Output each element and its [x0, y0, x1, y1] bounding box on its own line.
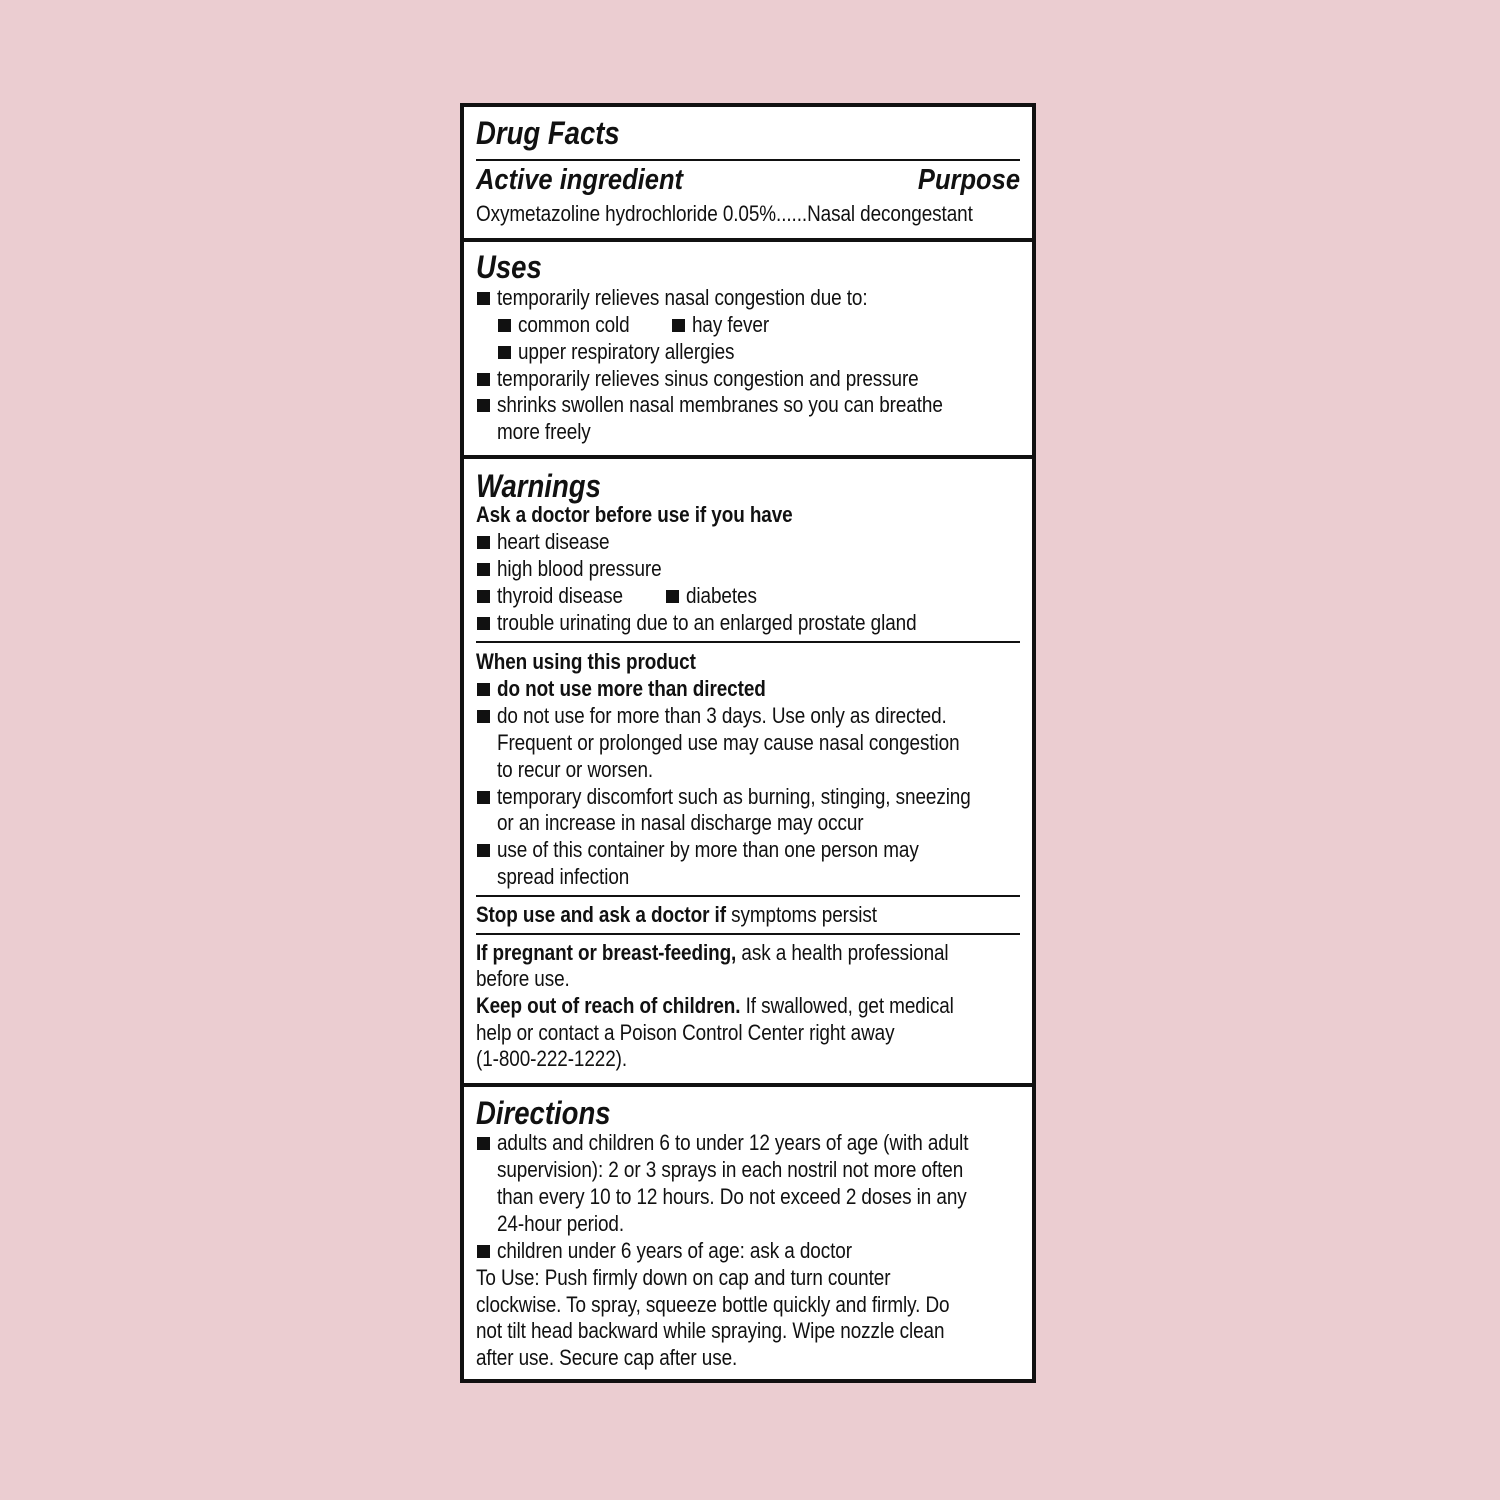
bullet-icon	[477, 1137, 490, 1150]
uses-subitem: common cold	[518, 312, 630, 337]
keep-out-bold: Keep out of reach of children.	[476, 993, 741, 1018]
pregnant-line-cont: before use.	[476, 966, 570, 991]
pregnant-line	[476, 939, 949, 966]
pregnant-bold: If pregnant or breast-feeding,	[476, 940, 737, 965]
bullet-icon	[498, 319, 511, 332]
keep-out-rest: If swallowed, get medical	[740, 993, 954, 1018]
ask-doctor-heading: Ask a doctor before use if you have	[476, 502, 793, 527]
when-using-item-cont: to recur or worsen.	[497, 757, 654, 782]
directions-heading: Directions	[476, 1095, 611, 1131]
bullet-icon	[477, 844, 490, 857]
bullet-icon	[477, 536, 490, 549]
uses-item: temporarily relieves nasal congestion due to:	[497, 285, 868, 310]
bullet-icon	[477, 617, 490, 630]
directions-item: children under 6 years of age: ask a doctor	[497, 1238, 852, 1263]
directions-item-cont: than every 10 to 12 hours. Do not exceed 2 doses in any	[497, 1184, 967, 1209]
drug-facts-label	[460, 103, 1036, 1383]
when-using-item-cont: or an increase in nasal discharge may occur	[497, 810, 864, 835]
warning-item: diabetes	[686, 583, 757, 608]
bullet-icon	[477, 373, 490, 386]
drug-facts-title: Drug Facts	[476, 115, 620, 151]
when-using-item: do not use for more than 3 days. Use only as directed.	[497, 703, 947, 728]
warnings-rule	[476, 895, 1020, 897]
poison-control-number: (1-800-222-1222).	[476, 1046, 628, 1071]
bullet-icon	[498, 346, 511, 359]
active-ingredient-line: Oxymetazoline hydrochloride 0.05%......Nasal decongestant	[476, 201, 973, 226]
active-ingredient-heading: Active ingredient	[476, 164, 684, 196]
bullet-icon	[672, 319, 685, 332]
bullet-icon	[666, 590, 679, 603]
directions-item-cont: supervision): 2 or 3 sprays in each nostril not more often	[497, 1157, 964, 1182]
when-using-item-cont: spread infection	[497, 864, 630, 889]
purpose-heading: Purpose	[917, 164, 1020, 196]
to-use-line: clockwise. To spray, squeeze bottle quickly and firmly. Do	[476, 1292, 950, 1317]
uses-subitem: upper respiratory allergies	[518, 339, 735, 364]
warnings-rule	[476, 641, 1020, 643]
uses-subitem: hay fever	[692, 312, 770, 337]
bullet-icon	[477, 292, 490, 305]
keep-out-line-cont: help or contact a Poison Control Center right away	[476, 1020, 895, 1045]
stop-use-bold: Stop use and ask a doctor if	[476, 902, 726, 927]
bullet-icon	[477, 710, 490, 723]
warning-item: high blood pressure	[497, 556, 662, 581]
bullet-icon	[477, 791, 490, 804]
uses-item: shrinks swollen nasal membranes so you can breathe	[497, 392, 943, 417]
warning-item: trouble urinating due to an enlarged prostate gland	[497, 610, 917, 635]
stop-use-line	[476, 901, 877, 928]
bullet-icon	[477, 1245, 490, 1258]
section-divider	[464, 455, 1032, 459]
to-use-line: not tilt head backward while spraying. Wipe nozzle clean	[476, 1318, 945, 1343]
when-using-item: use of this container by more than one person may	[497, 837, 919, 862]
directions-item-cont: 24-hour period.	[497, 1211, 625, 1236]
bullet-icon	[477, 563, 490, 576]
when-using-item-cont: Frequent or prolonged use may cause nasal congestion	[497, 730, 960, 755]
warning-item: thyroid disease	[497, 583, 623, 608]
warnings-rule	[476, 933, 1020, 935]
warning-item: heart disease	[497, 529, 610, 554]
when-using-item: temporary discomfort such as burning, stinging, sneezing	[497, 784, 971, 809]
bullet-icon	[477, 399, 490, 412]
section-divider	[464, 1083, 1032, 1087]
to-use-line: after use. Secure cap after use.	[476, 1345, 738, 1370]
directions-item: adults and children 6 to under 12 years of age (with adult	[497, 1130, 969, 1155]
stop-use-rest: symptoms persist	[725, 902, 877, 927]
uses-item: temporarily relieves sinus congestion and pressure	[497, 366, 919, 391]
keep-out-line	[476, 992, 954, 1019]
pregnant-rest: ask a health professional	[736, 940, 949, 965]
uses-heading: Uses	[476, 249, 542, 285]
warnings-heading: Warnings	[476, 468, 601, 504]
bullet-icon	[477, 590, 490, 603]
title-rule	[476, 159, 1020, 161]
bullet-icon	[477, 683, 490, 696]
section-divider	[464, 238, 1032, 242]
to-use-line: To Use: Push firmly down on cap and turn counter	[476, 1265, 891, 1290]
uses-item-cont: more freely	[497, 419, 591, 444]
when-using-item: do not use more than directed	[497, 676, 766, 701]
when-using-heading: When using this product	[476, 649, 696, 674]
